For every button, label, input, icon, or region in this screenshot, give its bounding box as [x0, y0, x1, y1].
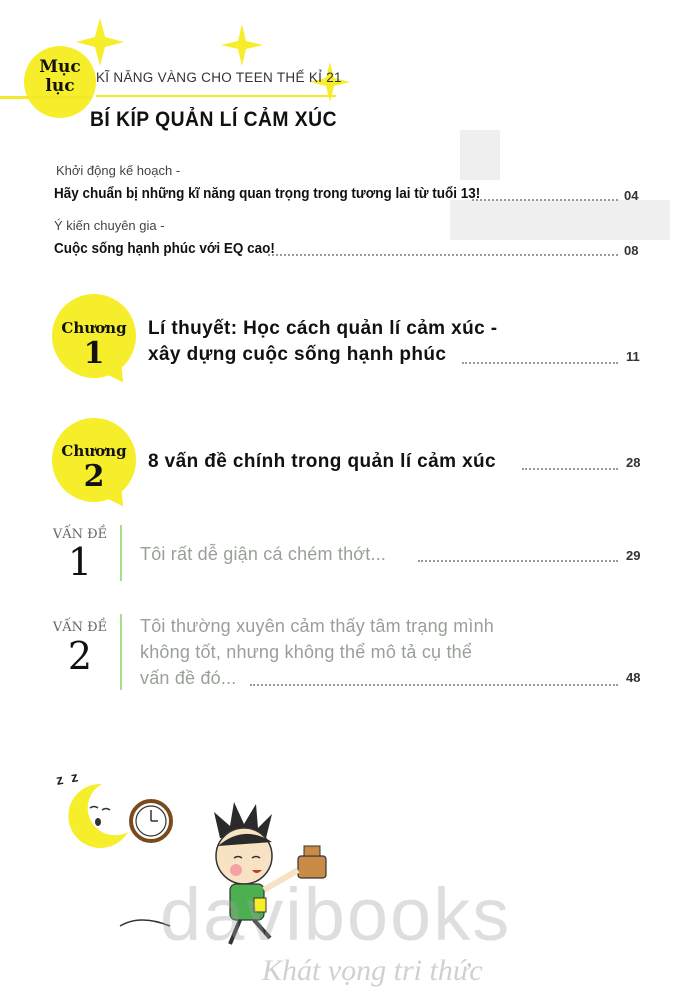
- dot-leader: [418, 560, 618, 562]
- dot-leader: [472, 199, 618, 201]
- chapter-number: 2: [83, 459, 105, 494]
- badge-line-1: Mục: [39, 57, 81, 77]
- chapter-title-line-1: Lí thuyết: Học cách quản lí cảm xúc -: [148, 318, 498, 339]
- issue-number: 1: [67, 540, 93, 584]
- issue-word: VẤN ĐỀ: [52, 527, 108, 542]
- table-of-contents-heading: [24, 58, 96, 96]
- badge-line-2: lục: [45, 76, 75, 96]
- dot-leader: [462, 362, 618, 364]
- intro-label-1: Khởi động kế hoạch -: [56, 163, 181, 178]
- page-number: 28: [626, 455, 641, 470]
- clock-icon: [128, 798, 174, 844]
- issue-word: VẤN ĐỀ: [52, 620, 108, 635]
- issue-number: 2: [67, 634, 93, 678]
- page-number: 29: [626, 548, 641, 563]
- header-rule: [96, 95, 336, 97]
- dot-leader: [522, 468, 618, 470]
- page-number: 04: [624, 188, 639, 203]
- dot-leader: [250, 684, 618, 686]
- issue-text: Tôi rất dễ giận cá chém thớt...: [140, 544, 387, 564]
- star-icon: [221, 24, 263, 66]
- header-rule-left: [0, 96, 92, 99]
- moon-icon: [62, 780, 132, 850]
- issue-divider: [120, 525, 122, 581]
- watermark-slogan: Khát vọng tri thức: [262, 954, 483, 987]
- intro-title-1: Hãy chuẩn bị những kĩ năng quan trọng trong tương lai từ tuổi 13!: [54, 186, 481, 202]
- book-title: BÍ KÍP QUẢN LÍ CẢM XÚC: [90, 108, 337, 131]
- chapter-word: Chương: [61, 442, 127, 460]
- issue-divider: [120, 614, 122, 690]
- issue-text-line-1: Tôi thường xuyên cảm thấy tâm trạng mình: [140, 616, 495, 636]
- sleep-text: z z: [54, 768, 82, 788]
- issue-text-line-2: không tốt, nhưng không thể mô tả cụ thể: [140, 642, 473, 662]
- watermark-brand: davibooks: [160, 873, 512, 956]
- sparkle-stars: [60, 10, 360, 120]
- chapter-number: 1: [83, 336, 105, 371]
- page-number: 08: [624, 243, 639, 258]
- dot-leader: [268, 254, 618, 256]
- page-number: 11: [626, 349, 640, 364]
- series-title: KĨ NĂNG VÀNG CHO TEEN THẾ KỈ 21: [96, 70, 342, 85]
- intro-title-2: Cuộc sống hạnh phúc với EQ cao!: [54, 241, 275, 257]
- page-number: 48: [626, 670, 641, 685]
- chapter-title-line-2: xây dựng cuộc sống hạnh phúc: [148, 344, 447, 365]
- chapter-title: 8 vấn đề chính trong quản lí cảm xúc: [148, 451, 497, 472]
- intro-label-2: Ý kiến chuyên gia -: [54, 218, 165, 233]
- chapter-word: Chương: [61, 319, 127, 337]
- issue-text-line-3: vấn đề đó...: [140, 668, 237, 688]
